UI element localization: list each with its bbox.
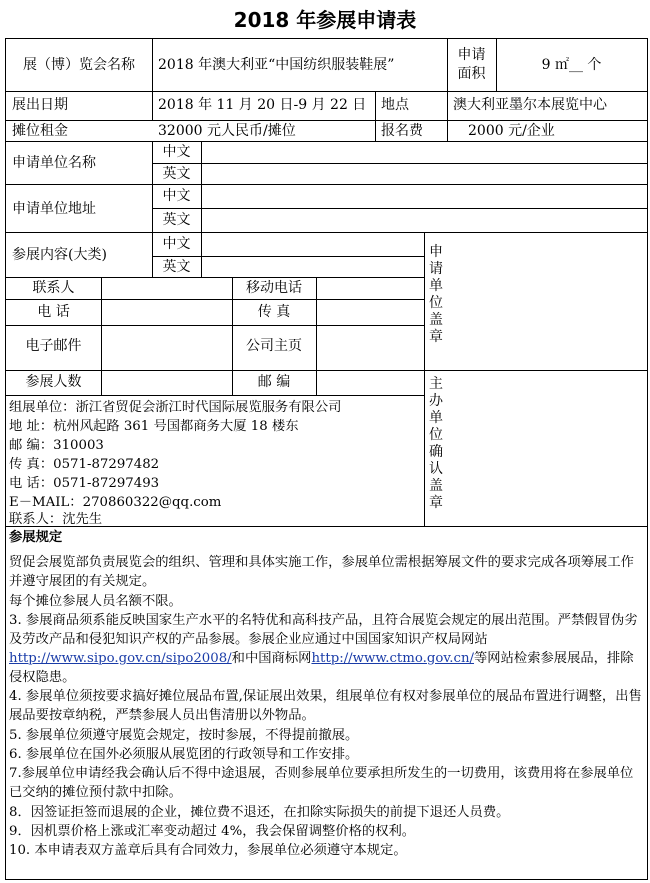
exhibit-content-label: 参展内容(大类) — [12, 247, 107, 263]
row-divider — [152, 256, 424, 257]
row-divider — [6, 91, 647, 92]
organizer-address-line: 地 址：杭州风起路 361 号国都商务大厦 18 楼东 — [9, 419, 299, 434]
contact-label: 联系人 — [32, 280, 75, 296]
row-divider — [6, 141, 647, 142]
organizer-contact-line: 联系人：沈先生 — [9, 512, 103, 527]
row-divider — [6, 120, 647, 121]
row-divider — [6, 325, 424, 326]
date-value: 2018 年 11 月 20 日-9 月 22 日 — [158, 97, 367, 113]
rule-item: 8．因签证拒签而退展的企业，摊位费不退还，在扣除实际损失的前提下退还人员费。 — [9, 805, 510, 820]
fee-value: 2000 元/企业 — [468, 123, 555, 139]
organizer-fax-line: 传 真：0571-87297482 — [9, 457, 160, 472]
rule-item: 4. 参展单位须按要求搞好摊位展品布置,保证展出效果，组展单位有权对参展单位的展品布置进行调整，出售展品要按章纳税，严禁参展人员出售清册以外物品。 — [9, 689, 642, 723]
exhibit-content-en-label: 英文 — [162, 259, 191, 275]
col-divider — [316, 277, 317, 395]
location-value: 澳大利亚墨尔本展览中心 — [453, 97, 607, 113]
phone-label: 电 话 — [37, 304, 70, 320]
rent-value: 32000 元人民币/摊位 — [158, 123, 296, 139]
applicant-stamp-label: 申请单位盖章 — [429, 244, 443, 345]
row-divider — [152, 208, 647, 209]
col-divider — [375, 91, 376, 141]
exhibition-name-label: 展（博）览会名称 — [23, 57, 135, 73]
organizer-email-line: E－MAIL：270860322@qq.com — [9, 495, 222, 510]
rule-item: 5. 参展单位须遵守展览会规定，按时参展，不得提前撤展。 — [9, 728, 359, 743]
organizer-postcode-line: 邮 编：310003 — [9, 438, 104, 453]
col-divider — [152, 39, 153, 120]
fee-label: 报名费 — [381, 123, 423, 139]
col-divider — [201, 141, 202, 277]
applicant-name-zh-label: 中文 — [162, 144, 191, 160]
rent-label: 摊位租金 — [12, 123, 68, 139]
rule-item: 6. 参展单位在国外必须服从展览团的行政领导和工作安排。 — [9, 747, 359, 762]
rule-item: 7.参展单位申请经我会确认后不得中途退展，否则参展单位要承担所发生的一切费用，该费用将在参展单位已交纳的摊位预付款中扣除。 — [9, 766, 634, 800]
applicant-address-label: 申请单位地址 — [12, 201, 96, 217]
organizer-tel-line: 电 话：0571-87297493 — [9, 476, 160, 491]
area-label-line2: 面积 — [457, 66, 486, 82]
rule-item: 贸促会展览部负责展览会的组织、管理和具体实施工作，参展单位需根据筹展文件的要求完成各项筹展工作并遵守展团的有关规定。 — [9, 555, 634, 589]
date-label: 展出日期 — [12, 97, 68, 113]
exhibit-content-zh-label: 中文 — [162, 236, 191, 252]
email-label: 电子邮件 — [25, 338, 82, 354]
area-label-line1: 申请 — [457, 47, 486, 63]
location-label: 地点 — [381, 97, 409, 113]
homepage-label: 公司主页 — [246, 338, 302, 354]
rules-heading: 参展规定 — [9, 530, 63, 545]
area-value: 9 ㎡__ 个 — [541, 57, 602, 73]
row-divider — [6, 232, 647, 233]
col-divider — [447, 91, 448, 141]
col-divider — [101, 277, 102, 395]
mobile-label: 移动电话 — [246, 280, 302, 296]
row-divider — [6, 370, 647, 371]
applicant-name-label: 申请单位名称 — [12, 155, 96, 171]
fax-label: 传 真 — [257, 304, 291, 320]
ctmo-link[interactable]: http://www.ctmo.gov.cn/ — [311, 651, 475, 666]
participant-count-label: 参展人数 — [25, 374, 82, 390]
row-divider — [6, 395, 424, 396]
rule-item: 10. 本申请表双方盖章后具有合同效力，参展单位必须遵守本规定。 — [9, 843, 407, 858]
rule-item: 每个摊位参展人员名额不限。 — [9, 594, 182, 609]
applicant-address-en-label: 英文 — [162, 212, 191, 228]
application-form — [5, 38, 648, 880]
page-title: 2018 年参展申请表 — [233, 8, 417, 32]
sipo-link[interactable]: http://www.sipo.gov.cn/sipo2008/ — [9, 651, 232, 666]
col-divider — [424, 232, 425, 526]
row-divider — [6, 277, 424, 278]
row-divider — [152, 163, 647, 164]
row-divider — [6, 526, 647, 527]
row-divider — [6, 184, 647, 185]
rule-item: 9．因机票价格上涨或汇率变动超过 4%，我会保留调整价格的权利。 — [9, 824, 416, 839]
col-divider — [152, 141, 153, 277]
applicant-address-zh-label: 中文 — [162, 188, 191, 204]
row-divider — [6, 299, 424, 300]
postcode-label: 邮 编 — [257, 374, 291, 390]
organizer-confirm-label: 主办单位确认盖章 — [429, 376, 443, 511]
exhibition-name-value: 2018 年澳大利亚“中国纺织服装鞋展” — [158, 57, 395, 73]
applicant-name-en-label: 英文 — [162, 166, 191, 182]
rule-item: 3. 参展商品须系能反映国家生产水平的名特优和高科技产品，且符合展览会规定的展出范围。严禁假冒伪劣及劳改产品和侵犯知识产权的产品参展。参展企业应通过中国国家知识产权局网站http://www.sipo.gov.cn/sipo2008/和中国商标网http://www.ctmo.gov.cn/等网站检索参展展品，排除侵权隐患。 — [9, 613, 638, 685]
organizer-line: 组展单位：浙江省贸促会浙江时代国际展览服务有限公司 — [9, 400, 342, 415]
